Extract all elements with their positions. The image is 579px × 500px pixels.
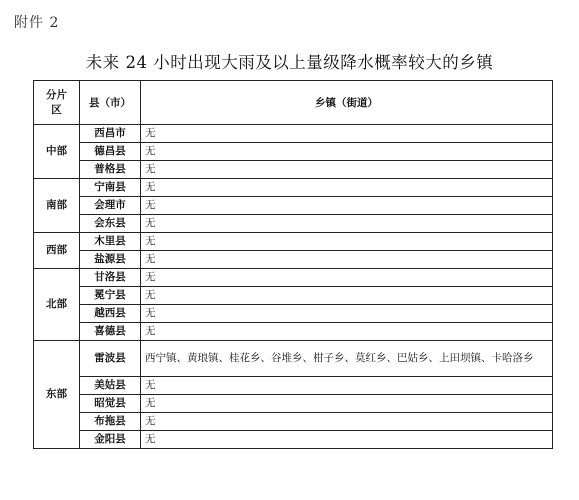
county-cell: 会理市 bbox=[80, 197, 141, 215]
table-row bbox=[34, 377, 553, 395]
towns-cell: 无 bbox=[141, 179, 553, 197]
county-cell: 西昌市 bbox=[80, 125, 141, 143]
towns-cell: 西宁镇、黄琅镇、桂花乡、谷堆乡、柑子乡、莫红乡、巴姑乡、上田坝镇、卡哈洛乡 bbox=[141, 341, 553, 377]
towns-cell: 无 bbox=[141, 395, 553, 413]
table-row bbox=[34, 431, 553, 449]
region-cell: 东部 bbox=[34, 341, 80, 449]
table-row bbox=[34, 215, 553, 233]
table-row bbox=[34, 233, 553, 251]
header-region bbox=[34, 81, 80, 125]
table-row bbox=[34, 161, 553, 179]
region-cell: 中部 bbox=[34, 125, 80, 179]
towns-cell: 无 bbox=[141, 233, 553, 251]
county-cell: 越西县 bbox=[80, 305, 141, 323]
towns-cell: 无 bbox=[141, 161, 553, 179]
table-row bbox=[34, 125, 553, 143]
table-row bbox=[34, 197, 553, 215]
towns-cell: 无 bbox=[141, 269, 553, 287]
header-towns: 乡镇（街道） bbox=[141, 81, 553, 125]
county-cell: 宁南县 bbox=[80, 179, 141, 197]
table-row bbox=[34, 179, 553, 197]
table-row bbox=[34, 251, 553, 269]
county-cell: 木里县 bbox=[80, 233, 141, 251]
county-cell: 金阳县 bbox=[80, 431, 141, 449]
county-cell: 雷波县 bbox=[80, 341, 141, 377]
towns-cell: 无 bbox=[141, 323, 553, 341]
towns-cell: 无 bbox=[141, 413, 553, 431]
towns-cell: 无 bbox=[141, 287, 553, 305]
table-row bbox=[34, 413, 553, 431]
county-cell: 布拖县 bbox=[80, 413, 141, 431]
county-cell: 盐源县 bbox=[80, 251, 141, 269]
towns-cell: 无 bbox=[141, 143, 553, 161]
towns-cell: 无 bbox=[141, 305, 553, 323]
table-row bbox=[34, 269, 553, 287]
towns-cell: 无 bbox=[141, 215, 553, 233]
county-cell: 美姑县 bbox=[80, 377, 141, 395]
towns-cell: 无 bbox=[141, 251, 553, 269]
header-county: 县（市） bbox=[80, 81, 141, 125]
table-row bbox=[34, 341, 553, 377]
table-row bbox=[34, 143, 553, 161]
county-cell: 德昌县 bbox=[80, 143, 141, 161]
rainfall-table bbox=[33, 80, 553, 449]
towns-cell: 无 bbox=[141, 377, 553, 395]
region-cell: 西部 bbox=[34, 233, 80, 269]
county-cell: 普格县 bbox=[80, 161, 141, 179]
header-region-line1: 分片 bbox=[46, 88, 67, 101]
region-cell: 南部 bbox=[34, 179, 80, 233]
county-cell: 甘洛县 bbox=[80, 269, 141, 287]
header-region-line2: 区 bbox=[51, 103, 62, 116]
county-cell: 会东县 bbox=[80, 215, 141, 233]
county-cell: 昭觉县 bbox=[80, 395, 141, 413]
table-row bbox=[34, 305, 553, 323]
table-row bbox=[34, 287, 553, 305]
county-cell: 冕宁县 bbox=[80, 287, 141, 305]
county-cell: 喜德县 bbox=[80, 323, 141, 341]
attachment-label: 附件 2 bbox=[14, 15, 60, 31]
table-row bbox=[34, 395, 553, 413]
towns-cell: 无 bbox=[141, 197, 553, 215]
towns-cell: 无 bbox=[141, 431, 553, 449]
page-title: 未来 24 小时出现大雨及以上量级降水概率较大的乡镇 bbox=[85, 53, 494, 72]
table-row bbox=[34, 323, 553, 341]
towns-cell: 无 bbox=[141, 125, 553, 143]
region-cell: 北部 bbox=[34, 269, 80, 341]
table-header-row bbox=[34, 81, 553, 125]
